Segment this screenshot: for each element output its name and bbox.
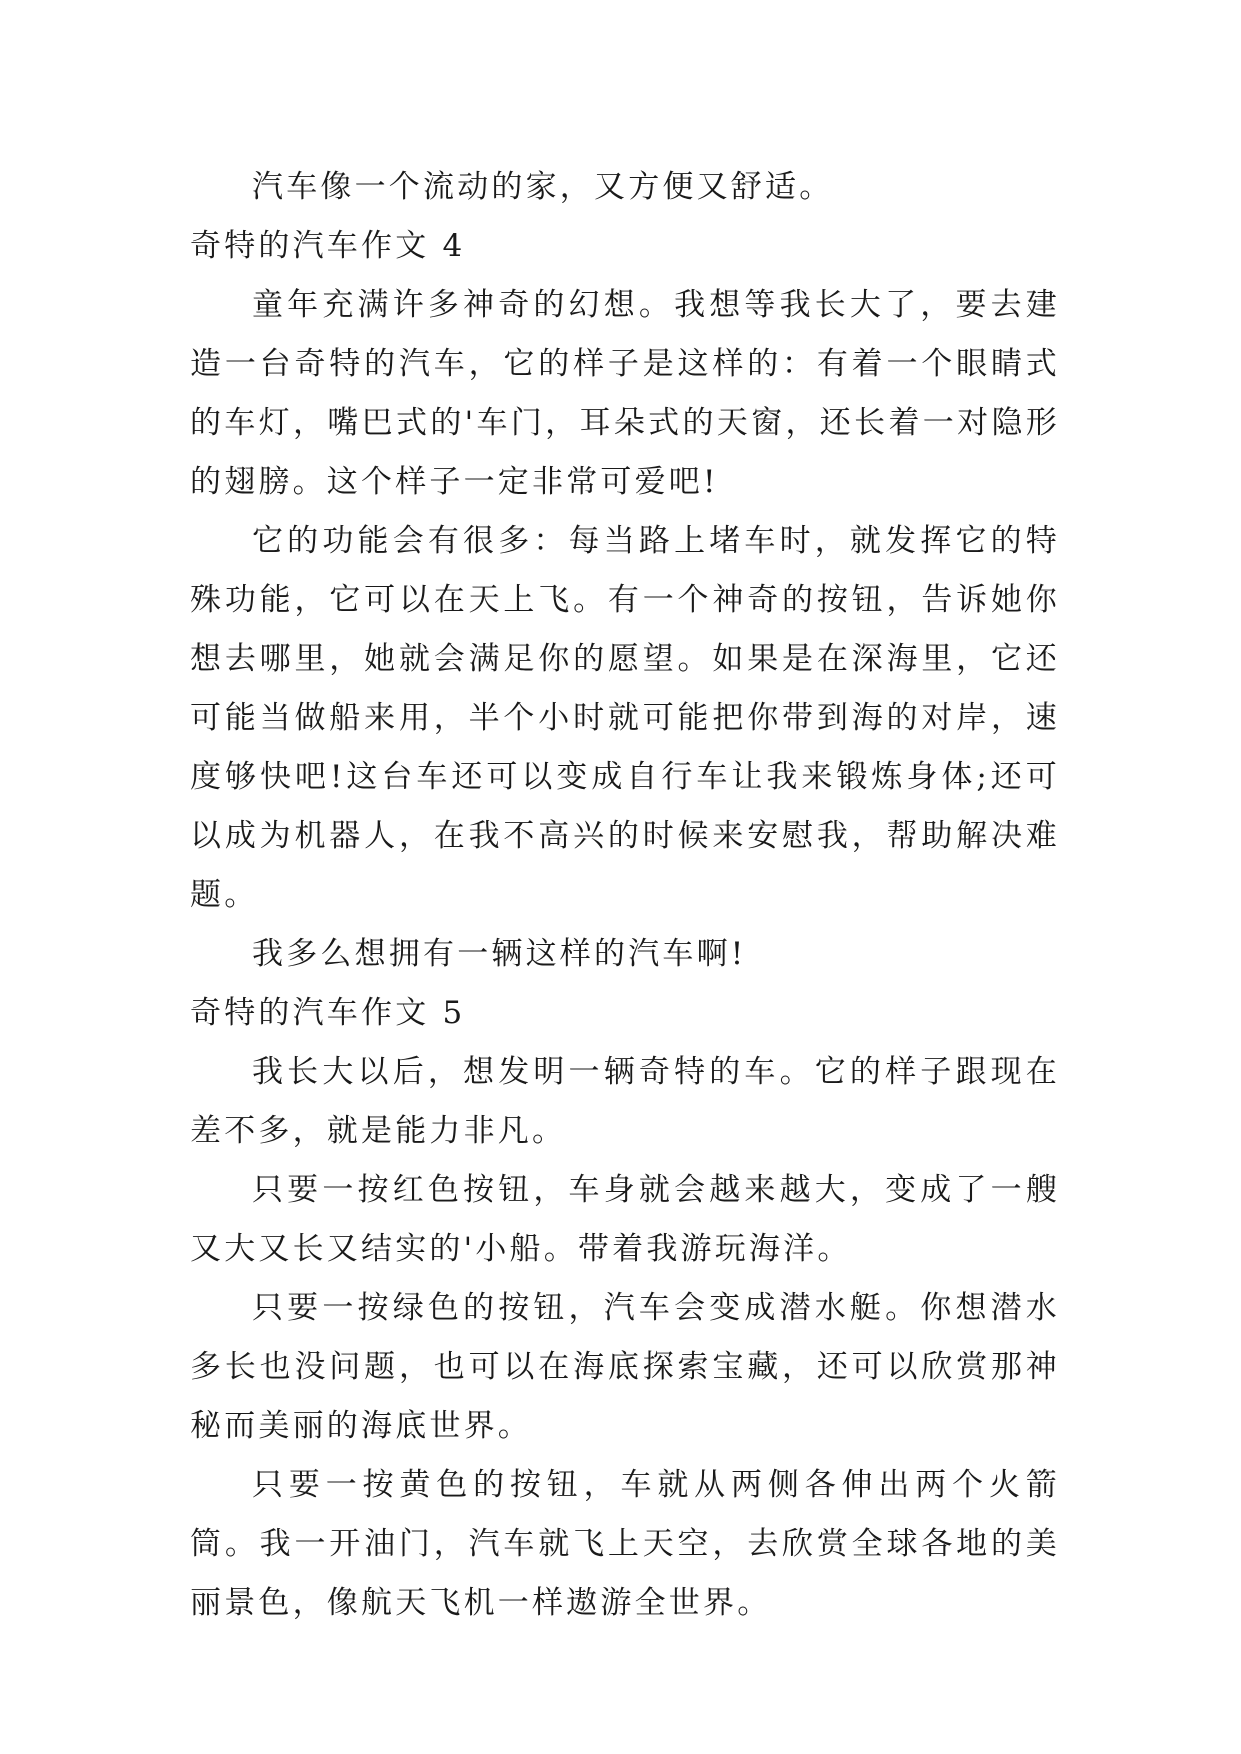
section-heading: 奇特的汽车作文 4: [190, 228, 466, 264]
paragraph: 只要一按绿色的按钮，汽车会变成潜水艇。你想潜水多长也没问题，也可以在海底探索宝藏，还可以欣赏那神秘而美丽的海底世界。: [190, 1290, 1060, 1444]
document-body: [190, 158, 1060, 1633]
paragraph: 只要一按黄色的按钮，车就从两侧各伸出两个火箭筒。我一开油门，汽车就飞上天空，去欣赏全球各地的美丽景色，像航天飞机一样遨游全世界。: [190, 1467, 1060, 1621]
paragraph: 我长大以后，想发明一辆奇特的车。它的样子跟现在差不多，就是能力非凡。: [190, 1054, 1060, 1149]
paragraph: 只要一按红色按钮，车身就会越来越大，变成了一艘又大又长又结实的'小船。带着我游玩海洋。: [190, 1172, 1060, 1267]
paragraph: 童年充满许多神奇的幻想。我想等我长大了，要去建造一台奇特的汽车，它的样子是这样的：有着一个眼睛式的车灯，嘴巴式的'车门，耳朵式的天窗，还长着一对隐形的翅膀。这个样子一定非常可爱吧!: [190, 287, 1060, 500]
paragraph: 汽车像一个流动的家，又方便又舒适。: [252, 169, 834, 205]
paragraph: 我多么想拥有一辆这样的汽车啊!: [252, 936, 747, 972]
paragraph: 它的功能会有很多：每当路上堵车时，就发挥它的特殊功能，它可以在天上飞。有一个神奇的按钮，告诉她你想去哪里，她就会满足你的愿望。如果是在深海里，它还可能当做船来用，半个小时就可能把你带到海的对岸，速度够快吧!这台车还可以变成自行车让我来锻炼身体;还可以成为机器人，在我不高兴的时候来安慰我，帮助解决难题。: [190, 523, 1060, 913]
section-heading: 奇特的汽车作文 5: [190, 995, 466, 1031]
